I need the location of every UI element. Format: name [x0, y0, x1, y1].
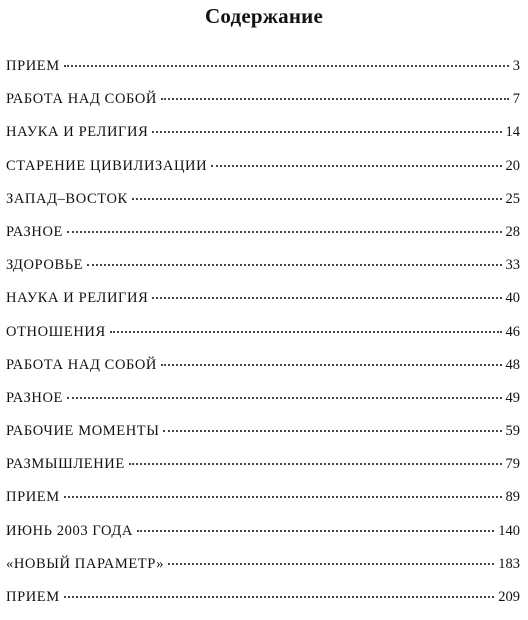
dot-leader [64, 496, 502, 498]
toc-entry-page: 46 [505, 323, 520, 340]
toc-entry [6, 288, 520, 321]
toc-entry-page: 89 [505, 489, 520, 506]
toc-entry-label: ОТНОШЕНИЯ [6, 323, 106, 340]
toc-entry-page: 140 [498, 522, 520, 539]
page-title: Содержание [205, 4, 323, 28]
toc-entry-page: 40 [505, 290, 520, 307]
toc-entry [6, 189, 520, 222]
dot-leader [211, 165, 501, 167]
toc-entry-page: 7 [512, 91, 520, 108]
toc-entry-page: 48 [505, 356, 520, 373]
toc-entry-label: «НОВЫЙ ПАРАМЕТР» [6, 555, 165, 572]
toc-entry-page: 79 [505, 456, 520, 473]
toc-entry-label: ЗАПАД–ВОСТОК [6, 190, 128, 207]
dot-leader [168, 563, 494, 565]
dot-leader [163, 430, 501, 432]
dot-leader [110, 331, 502, 333]
toc-entry [6, 454, 520, 487]
toc-entry-page: 183 [498, 555, 520, 572]
dot-leader [64, 65, 509, 67]
toc-entry-label: РАЗНОЕ [6, 223, 63, 240]
toc-entry [6, 322, 520, 355]
dot-leader [161, 98, 509, 100]
dot-leader [87, 264, 501, 266]
toc-entry [6, 56, 520, 89]
toc-entry [6, 89, 520, 122]
dot-leader [64, 596, 494, 598]
toc-entry [6, 487, 520, 520]
toc-entry [6, 421, 520, 454]
toc-entry-label: РАЗМЫШЛЕНИЕ [6, 456, 125, 473]
toc-entry-page: 20 [505, 157, 520, 174]
dot-leader [67, 231, 502, 233]
toc-entry-page: 28 [505, 223, 520, 240]
dot-leader [67, 397, 502, 399]
toc-entry-page: 59 [505, 423, 520, 440]
toc-entry-label: ПРИЕМ [6, 489, 60, 506]
toc-entry-label: ПРИЕМ [6, 58, 60, 74]
toc-entry [6, 255, 520, 288]
toc-entry-label: ИЮНЬ 2003 ГОДА [6, 522, 133, 539]
toc-entry-label: ЗДОРОВЬЕ [6, 257, 84, 274]
dot-leader [161, 364, 502, 366]
toc-entry-page: 33 [505, 257, 520, 274]
toc-entry [6, 355, 520, 388]
dot-leader [132, 198, 502, 200]
toc-entry [6, 156, 520, 189]
toc-entry [6, 222, 520, 255]
table-of-contents [6, 56, 520, 620]
toc-entry [6, 587, 520, 620]
dot-leader [152, 297, 501, 299]
toc-entry-page: 25 [505, 190, 520, 207]
toc-entry-label: НАУКА И РЕЛИГИЯ [6, 290, 149, 307]
toc-entry-label: РАЗНОЕ [6, 389, 63, 406]
toc-entry [6, 388, 520, 421]
toc-entry [6, 554, 520, 587]
toc-entry [6, 521, 520, 554]
toc-entry-page: 14 [505, 124, 520, 141]
toc-entry-label: ПРИЕМ [6, 589, 60, 605]
toc-entry-label: СТАРЕНИЕ ЦИВИЛИЗАЦИИ [6, 157, 208, 174]
toc-entry [6, 122, 520, 155]
toc-entry-page: 209 [498, 589, 520, 605]
toc-entry-label: РАБОТА НАД СОБОЙ [6, 91, 157, 108]
dot-leader [129, 463, 502, 465]
toc-entry-label: РАБОЧИЕ МОМЕНТЫ [6, 423, 160, 440]
toc-entry-label: НАУКА И РЕЛИГИЯ [6, 124, 149, 141]
dot-leader [137, 530, 494, 532]
dot-leader [152, 131, 501, 133]
toc-entry-page: 3 [512, 58, 520, 74]
toc-entry-label: РАБОТА НАД СОБОЙ [6, 356, 157, 373]
toc-entry-page: 49 [505, 389, 520, 406]
